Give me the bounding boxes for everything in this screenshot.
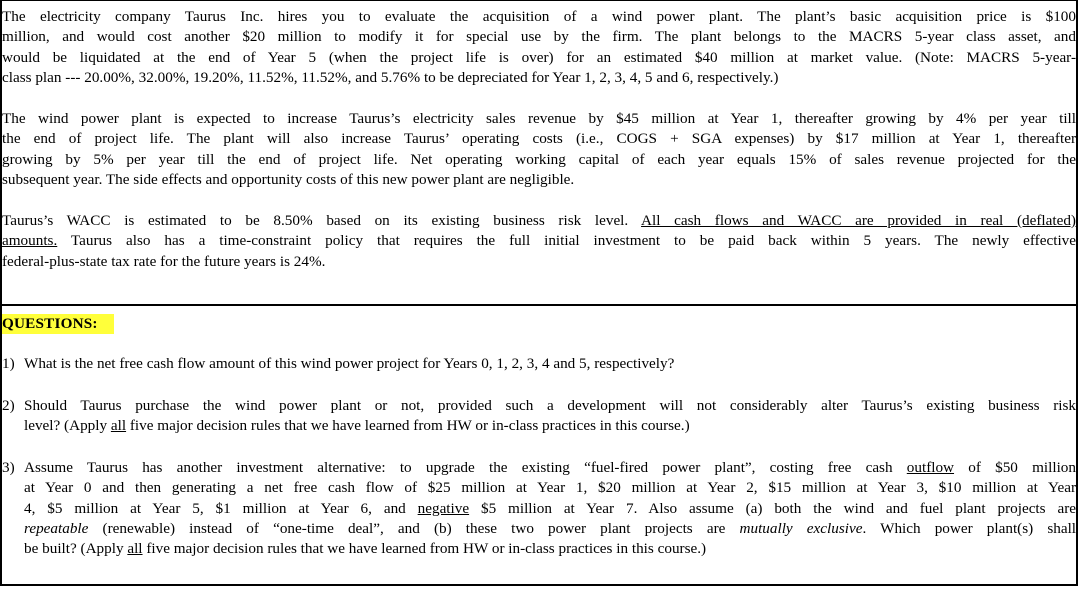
question-3 [2, 458, 1076, 559]
question-number: 1) [2, 355, 15, 372]
paragraph-line: federal-plus-state tax rate for the future years is 24%. [2, 252, 326, 270]
question-line [24, 458, 1076, 478]
question-text: five major decision rules that we have learned from HW or in-class practices in this course.) [142, 540, 707, 558]
paragraph-line: class plan --- 20.00%, 32.00%, 19.20%, 11.52%, 11.52%, and 5.76% to be depreciated for Year 1, 2, 3, 4, 5 and 6, respectively.) [2, 68, 779, 86]
wacc-text: Taurus’s WACC is estimated to be 8.50% based on its existing business risk level. [2, 212, 642, 229]
question-2 [2, 396, 1076, 437]
question-text: 4, $5 million at Year 5, $1 million at Year 6, and [24, 499, 418, 517]
question-line [24, 416, 1076, 436]
question-line [24, 539, 1076, 559]
question-number: 3) [2, 459, 15, 476]
question-line: Should Taurus purchase the wind power plant or not, provided such a development will not considerably alter Taurus’s existing business risk [24, 397, 1076, 414]
question-body [24, 396, 1076, 437]
paragraph-wacc-tax [2, 211, 1076, 272]
question-text: $5 million at Year 7. Also assume (a) both the wind and fuel plant projects are [469, 499, 1076, 517]
paragraph-line: would be liquidated at the end of Year 5 (when the project life is over) for an estimated $40 million at market value. (Note: MACRS 5-year- [2, 48, 1076, 66]
paragraph-line [2, 231, 1076, 251]
paragraph-line: growing by 5% per year till the end of project life. Net operating working capital of each year equals 15% of sales revenue projected for the [2, 150, 1076, 168]
emphasis-mutually-exclusive: mutually exclusive [739, 519, 863, 537]
emphasis-negative: negative [417, 499, 470, 517]
question-body [24, 458, 1076, 559]
emphasis-repeatable: repeatable [24, 519, 89, 537]
question-text: be built? (Apply [24, 540, 128, 558]
emphasis-outflow: outflow [906, 459, 955, 476]
question-text: level? (Apply [24, 417, 111, 435]
paragraph-line: The electricity company Taurus Inc. hires you to evaluate the acquisition of a wind power plant. The plant’s basic acquisition price is $100 [2, 8, 1076, 25]
real-amounts-note-end: amounts. [2, 232, 58, 250]
questions-heading: QUESTIONS: [2, 314, 114, 334]
paragraph-line: The wind power plant is expected to increase Taurus’s electricity sales revenue by $45 million at Year 1, thereafter growing by 4% per year till [2, 110, 1076, 127]
paragraph-line: million, and would cost another $20 million to modify it for special use by the firm. The plant belongs to the MACRS 5-year class asset, and [2, 28, 1076, 46]
question-text: . Which power plant(s) shall [862, 519, 1076, 537]
question-1 [2, 354, 1076, 374]
question-body [24, 354, 1076, 374]
question-text: five major decision rules that we have learned from HW or in-class practices in this course.) [126, 417, 690, 435]
question-text: of $50 million [954, 459, 1076, 476]
question-number: 2) [2, 397, 15, 414]
question-text: (renewable) instead of “one-time deal”, and (b) these two power plant projects are [88, 519, 740, 537]
paragraph-line [2, 211, 1076, 231]
section-divider [1, 304, 1077, 306]
paragraph-line: subsequent year. The side effects and opportunity costs of this new power plant are negligible. [2, 170, 575, 188]
question-line: at Year 0 and then generating a net free cash flow of $25 million at Year 1, $20 million at Year 2, $15 million at Year 3, $10 million at Year [24, 479, 1076, 497]
paragraph-revenue-costs [2, 109, 1076, 190]
real-amounts-note: All cash flows and WACC are provided in real (deflated) [641, 212, 1076, 229]
payback-policy-text: Taurus also has a time-constraint policy that requires the full initial investment to be paid back within 5 years. The newly effective [57, 232, 1076, 250]
emphasis-all: all [127, 540, 143, 558]
question-text: Assume Taurus has another investment alternative: to upgrade the existing “fuel-fired power plant”, costing free cash [24, 459, 907, 476]
paragraph-line: the end of project life. The plant will also increase Taurus’ operating costs (i.e., COGS + SGA expenses) by $17 million at Year 1, thereafter [2, 130, 1076, 148]
question-line [24, 519, 1076, 539]
emphasis-all: all [110, 417, 127, 435]
question-line [24, 499, 1076, 519]
paragraph-intro [2, 7, 1076, 88]
question-line: What is the net free cash flow amount of this wind power project for Years 0, 1, 2, 3, 4 and 5, respectively? [24, 355, 675, 372]
